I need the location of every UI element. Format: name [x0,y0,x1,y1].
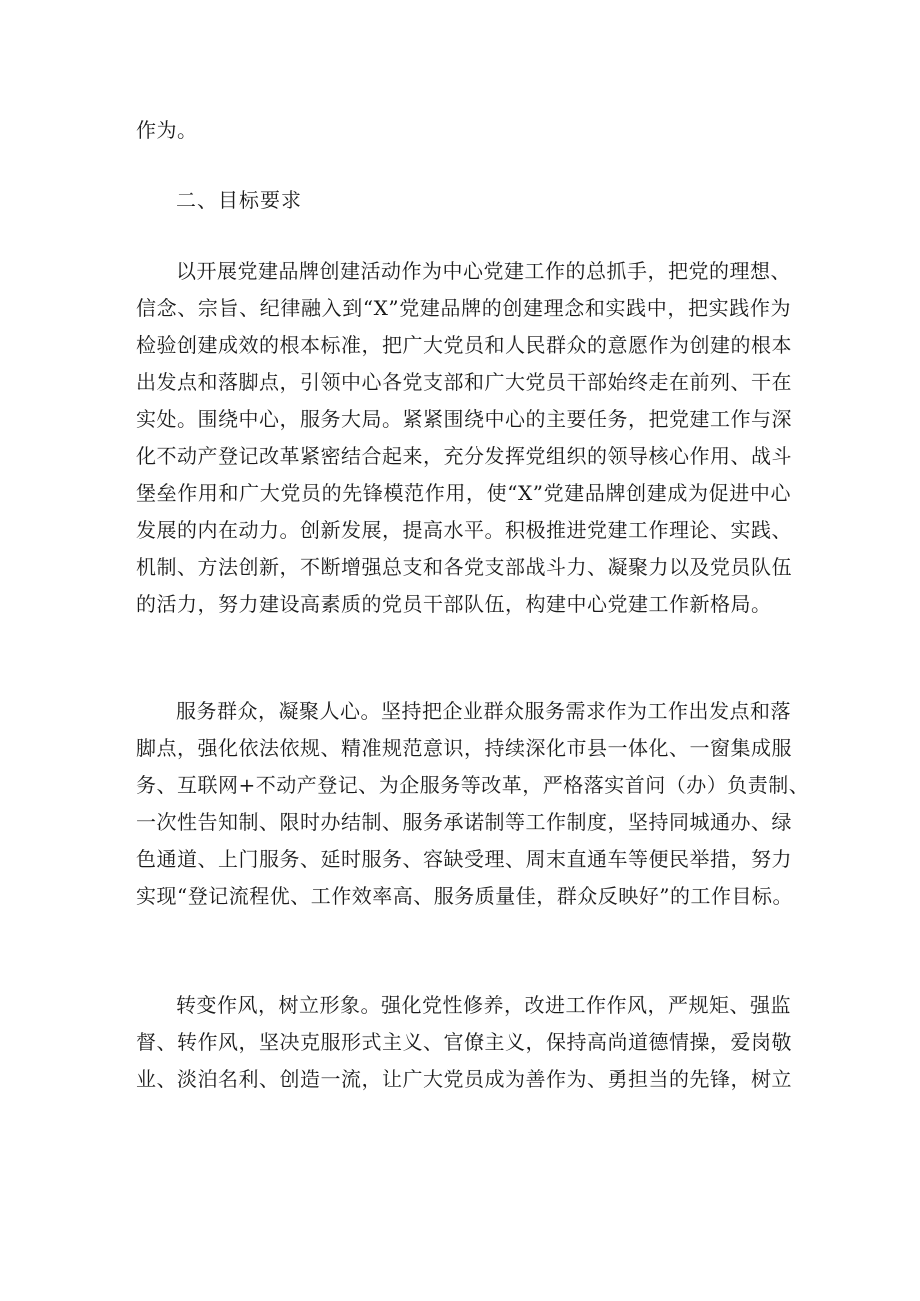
text-line: 信念、宗旨、纪律融入到“X”党建品牌的创建理念和实践中，把实践作为 [136,296,791,320]
text-line: 一次性告知制、限时办结制、服务承诺制等工作制度，坚持同城通办、绿 [136,810,792,834]
text-line: 色通道、上门服务、延时服务、容缺受理、周末直通车等便民举措，努力 [136,847,792,871]
text-line: 服务群众，凝聚人心。坚持把企业群众服务需求作为工作出发点和落 [176,699,791,723]
text-line: 机制、方法创新，不断增强总支和各党支部战斗力、凝聚力以及党员队伍 [136,555,792,579]
text-line: 堡垒作用和广大党员的先锋模范作用，使“X”党建品牌创建成为促进中心 [136,481,791,505]
text-line: 实处。围绕中心，服务大局。紧紧围绕中心的主要任务，把党建工作与深 [136,407,792,431]
paragraph-continuation [136,112,791,149]
text-line: 化不动产登记改革紧密结合起来，充分发挥党组织的领导核心作用、战斗 [136,444,792,468]
text-line: 实现“登记流程优、工作效率高、服务质量佳，群众反映好”的工作目标。 [136,884,793,908]
text-line: 督、转作风，坚决克服形式主义、官僚主义，保持高尚道德情操，爱岗敬 [136,1030,792,1054]
text-line: 以开展党建品牌创建活动作为中心党建工作的总抓手，把党的理想、 [176,259,791,283]
text-line: 发展的内在动力。创新发展，提高水平。积极推进党建工作理论、实践、 [136,518,792,542]
text-line: 检验创建成效的根本标准，把广大党员和人民群众的意愿作为创建的根本 [136,333,792,357]
paragraph-serve-masses [136,693,810,915]
text-line: 脚点，强化依法依规、精准规范意识，持续深化市县一体化、一窗集成服 [136,736,792,760]
text-line: 务、互联网+不动产登记、为企服务等改革，严格落实首问（办）负责制、 [136,773,810,797]
text-line: 转变作风，树立形象。强化党性修养，改进工作作风，严规矩、强监 [176,993,791,1017]
paragraph-goals [136,253,791,623]
paragraph-work-style [136,987,791,1098]
text-line: 业、淡泊名利、创造一流，让广大党员成为善作为、勇担当的先锋，树立 [136,1067,792,1091]
text-line: 出发点和落脚点，引领中心各党支部和广大党员干部始终走在前列、干在 [136,370,792,394]
text-line: 作为。 [136,118,198,142]
section-heading: 二、目标要求 [176,188,302,212]
text-line: 的活力，努力建设高素质的党员干部队伍，构建中心党建工作新格局。 [136,592,772,616]
